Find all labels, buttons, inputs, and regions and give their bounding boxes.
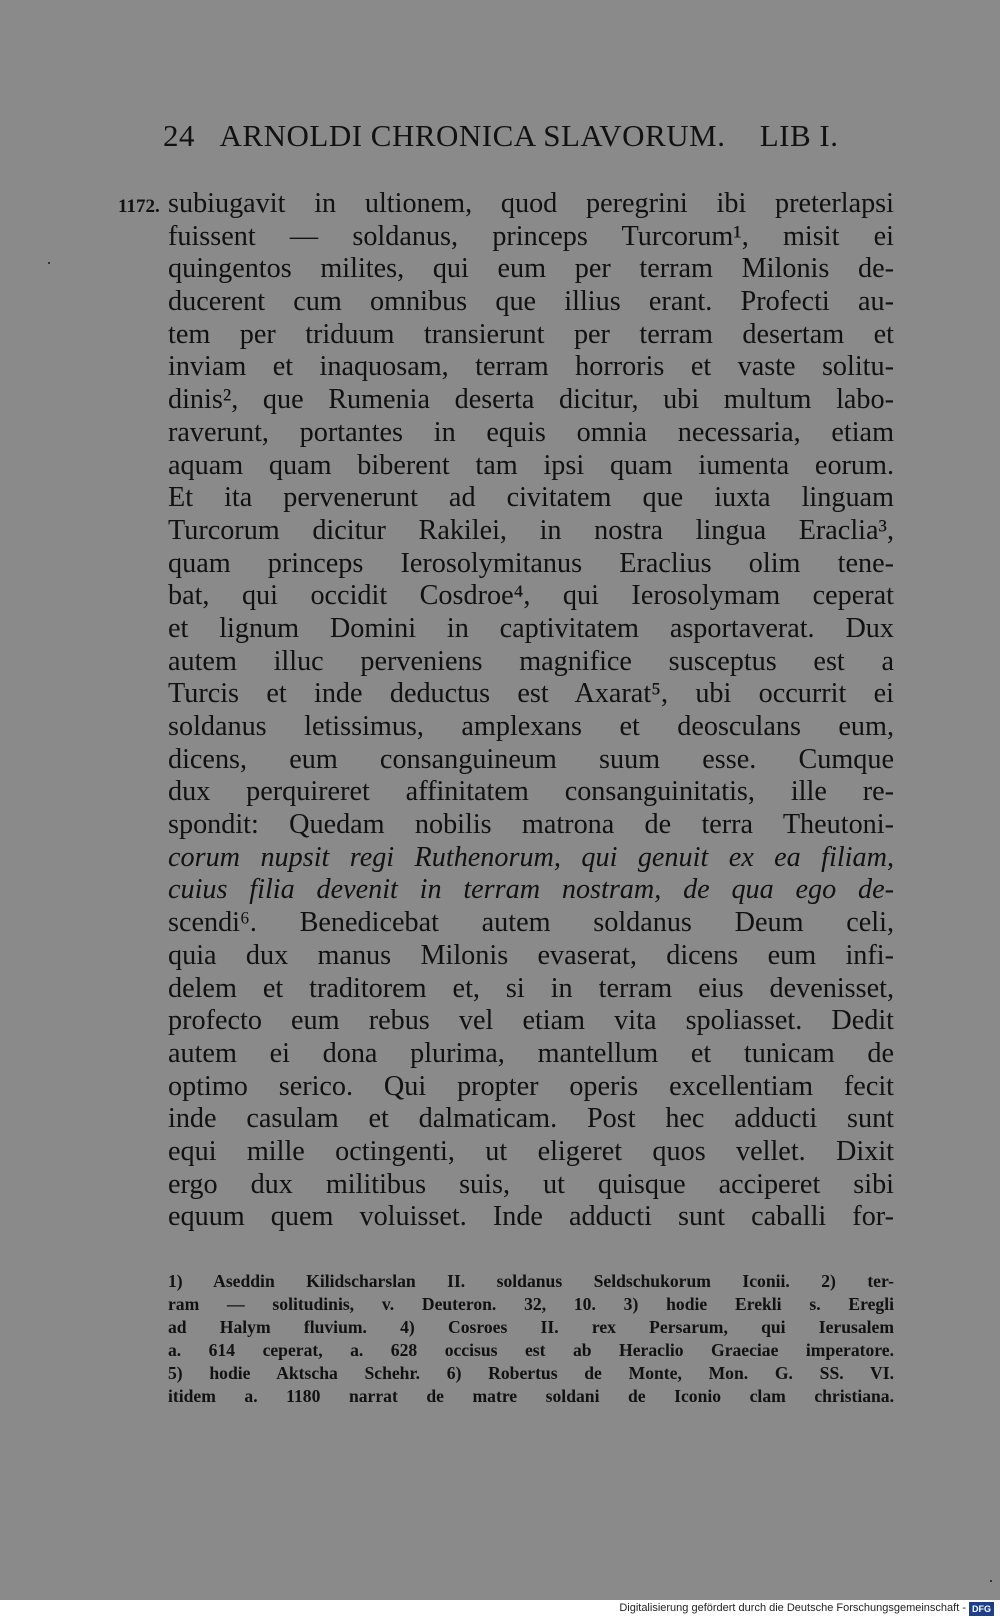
text-line: ducerent cum omnibus que illius erant. Profecti au- — [168, 286, 894, 318]
text-line: raverunt, portantes in equis omnia necessaria, etiam — [168, 416, 894, 448]
footnote-line: 5) hodie Aktscha Schehr. 6) Robertus de Monte, Mon. G. SS. VI. — [168, 1363, 894, 1383]
text-line: optimo serico. Qui propter operis excellentiam fecit — [168, 1070, 894, 1102]
text-line: dinis², que Rumenia deserta dicitur, ubi multum labo- — [168, 384, 894, 416]
footnote-line: a. 614 ceperat, a. 628 occisus est ab Heraclio Graeciae imperatore. — [168, 1340, 894, 1360]
text-line: quia dux manus Milonis evaserat, dicens eum infi- — [168, 939, 894, 971]
text-line: autem illuc perveniens magnifice susceptus est a — [168, 645, 894, 677]
text-line: delem et traditorem et, si in terram eius devenisset, — [168, 972, 894, 1004]
footnote-line: ad Halym fluvium. 4) Cosroes II. rex Persarum, qui Ierusalem — [168, 1317, 894, 1337]
footnote-line: ram — solitudinis, v. Deuteron. 32, 10. 3) hodie Erekli s. Eregli — [168, 1294, 894, 1314]
text-line: et lignum Domini in captivitatem asportaverat. Dux — [168, 612, 894, 644]
running-header — [163, 118, 893, 154]
text-line-italic: cuius filia devenit in terram nostram, de qua ego de- — [168, 874, 894, 906]
scan-speck — [990, 1580, 992, 1582]
text-line: inviam et inaquosam, terram horroris et vaste solitu- — [168, 351, 894, 383]
text-line: Turcorum dicitur Rakilei, in nostra lingua Eraclia³, — [168, 514, 894, 546]
text-line: scendi⁶. Benedicebat autem soldanus Deum celi, — [168, 907, 894, 939]
text-line-italic: corum nupsit regi Ruthenorum, qui genuit ex ea filiam, — [168, 841, 894, 873]
text-line: fuissent — soldanus, princeps Turcorum¹, misit ei — [168, 220, 894, 252]
text-line: equi mille octingenti, ut eligeret quos vellet. Dixit — [168, 1135, 894, 1167]
text-line: profecto eum rebus vel etiam vita spoliasset. Dedit — [168, 1005, 894, 1037]
digitization-footer — [0, 1600, 1000, 1619]
text-line: quam princeps Ierosolymitanus Eraclius olim tene- — [168, 547, 894, 579]
page-number: 24 — [163, 118, 195, 153]
text-line: Et ita pervenerunt ad civitatem que iuxta linguam — [168, 482, 894, 514]
text-line: inde casulam et dalmaticam. Post hec adducti sunt — [168, 1103, 894, 1135]
text-line: soldanus letissimus, amplexans et deosculans eum, — [168, 711, 894, 742]
text-line: aquam quam biberent tam ipsi quam iumenta eorum. — [168, 449, 894, 481]
funding-credit: Digitalisierung gefördert durch die Deutsche Forschungsgemeinschaft - — [619, 1602, 966, 1614]
margin-year-note: 1172. — [118, 196, 160, 217]
text-line: dux perquireret affinitatem consanguinitatis, ille re- — [168, 776, 894, 808]
text-line: equum quem voluisset. Inde adducti sunt caballi for- — [168, 1201, 894, 1233]
text-line: Turcis et inde deductus est Axarat⁵, ubi occurrit ei — [168, 678, 894, 710]
text-line: subiugavit in ultionem, quod peregrini ibi preterlapsi — [168, 188, 894, 219]
dfg-logo: DFG — [969, 1602, 994, 1616]
footnote-line: itidem a. 1180 narrat de matre soldani de Iconio clam christiana. — [168, 1386, 894, 1406]
text-line: quingentos milites, qui eum per terram Milonis de- — [168, 253, 894, 285]
text-line: dicens, eum consanguineum suum esse. Cumque — [168, 743, 894, 775]
footnotes — [168, 1270, 894, 1408]
footnote-line: 1) Aseddin Kilidscharslan II. soldanus Seldschukorum Iconii. 2) ter- — [168, 1271, 894, 1291]
running-title: ARNOLDI CHRONICA SLAVORUM. — [219, 118, 726, 153]
text-line: bat, qui occidit Cosdroe⁴, qui Ierosolymam ceperat — [168, 580, 894, 612]
text-line: ergo dux militibus suis, ut quisque acciperet sibi — [168, 1168, 894, 1200]
text-line: tem per triduum transierunt per terram desertam et — [168, 318, 894, 350]
main-text-block — [168, 188, 894, 1234]
text-line: autem ei dona plurima, mantellum et tunicam de — [168, 1037, 894, 1069]
book-label: LIB I. — [759, 118, 839, 153]
text-line-italic-start: spondit: Quedam nobilis matrona de terra Theutoni- — [168, 809, 894, 841]
scan-speck — [48, 262, 50, 264]
